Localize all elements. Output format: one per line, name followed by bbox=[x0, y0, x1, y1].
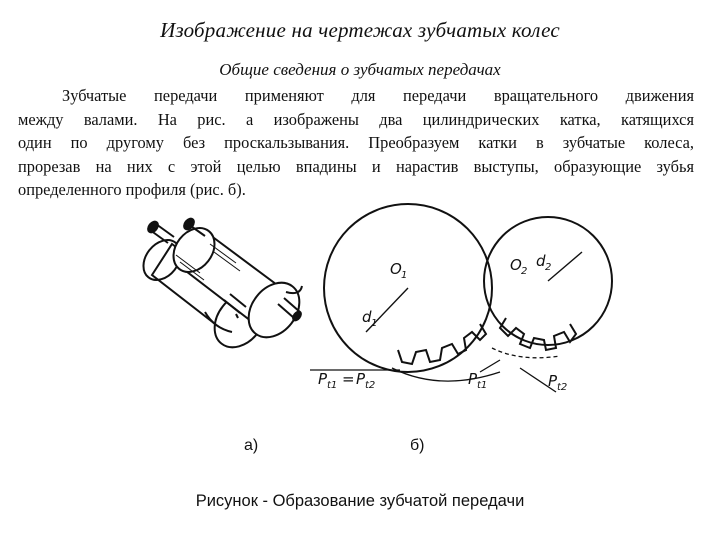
page-title: Изображение на чертежах зубчатых колес bbox=[160, 18, 560, 42]
label-o2: O bbox=[510, 256, 522, 274]
paragraph-line: Зубчатые передачи применяют для передачи вращательного движения bbox=[62, 86, 694, 105]
label-d1: d bbox=[362, 308, 372, 326]
gear-drawing bbox=[310, 204, 612, 392]
label-pt2-sub: t2 bbox=[557, 382, 568, 393]
label-pt2-eq: P bbox=[356, 370, 366, 388]
figure-label-a: а) bbox=[244, 437, 259, 454]
paragraph-line: определенного профиля (рис. б). bbox=[18, 180, 246, 199]
label-pt2: P bbox=[548, 372, 558, 390]
label-d2: d bbox=[536, 252, 546, 270]
label-equals: = bbox=[342, 370, 355, 388]
paragraph-line: прорезав на них с этой целью впадины и нарастив выступы, образующие зубья bbox=[18, 156, 694, 176]
paragraph-line: между валами. На рис. а изображены два цилиндрических катка, катящихся bbox=[18, 109, 694, 129]
label-d1-sub: 1 bbox=[371, 318, 378, 329]
figure-caption: Рисунок - Образование зубчатой передачи bbox=[195, 492, 525, 510]
label-pt1-eq: P bbox=[318, 370, 328, 388]
label-o2-sub: 2 bbox=[521, 266, 528, 277]
label-pt2-eq-sub: t2 bbox=[365, 380, 376, 391]
label-pt1-sub: t1 bbox=[477, 380, 488, 391]
label-o1-sub: 1 bbox=[401, 270, 408, 281]
section-subtitle: Общие сведения о зубчатых передачах bbox=[219, 60, 501, 79]
figure-label-b: б) bbox=[410, 437, 425, 454]
label-o1: O bbox=[390, 260, 402, 278]
label-d2-sub: 2 bbox=[545, 262, 552, 273]
label-pt1-eq-sub: t1 bbox=[327, 380, 338, 391]
paragraph-line: один по другому без проскальзывания. Преобразуем катки в зубчатые колеса, bbox=[18, 133, 694, 152]
label-pt1: P bbox=[468, 370, 478, 388]
rollers-drawing bbox=[136, 217, 310, 357]
